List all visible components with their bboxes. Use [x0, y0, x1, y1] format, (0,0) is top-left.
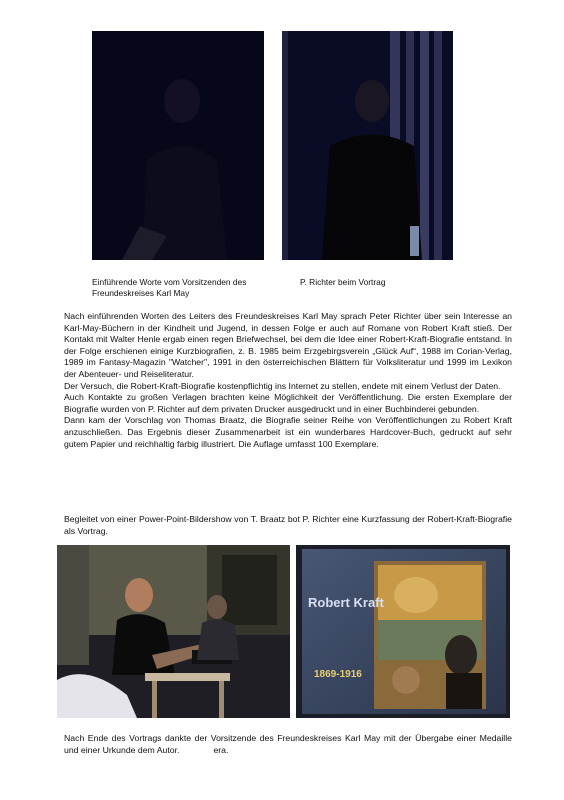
slide-title: Robert Kraft — [308, 595, 384, 610]
closing-text: Nach Ende des Vortrags dankte der Vorsitzende des Freundeskreises Karl May mit der Übergabe einer Medaille und einer Urkunde dem Autor. — [64, 733, 512, 755]
paragraph: Nach einführenden Worten des Leiters des Freundeskreises Karl May sprach Peter Richter über sein Interesse an Karl-May-Büchern in der Kindheit und Jugend, in dessen Folge er auch auf Romane von Robert Kraft stieß. Der Kontakt mit Walter Henle ergab einen regen Briefwechsel, bei dem die Idee einer Robert-Kraft-Biografie entstand. In der Folge erschienen einige Kurzbiografien, z. B. 1985 beim Erzgebirgsverein „Glück Auf“, 1988 im Corian-Verlag, 1989 im Fantasy-Magazin "Watcher", 1991 in den österreichischen Blättern für Volksliteratur und 1999 im Lexikon der Abenteuer- und Reiseliteratur. — [64, 311, 512, 379]
photo-chairman-speaking — [92, 31, 264, 260]
paragraph: Dann kam der Vorschlag von Thomas Braatz, die Biografie seiner Reihe von Veröffentlichungen zu Robert Kraft anzuschließen. Das Ergebnis dieser Zusammenarbeit ist ein wunderbares Hardcover-Buch, gedruckt auf sehr gutem Papier und reichhaltig farbig illustriert. Die Auflage umfasst 100 Exemplare. — [64, 415, 512, 449]
main-text-block — [64, 311, 512, 450]
paragraph: Auch Kontakte zu großen Verlagen brachten keine Möglichkeit der Veröffentlichung. Die ersten Exemplare der Biografie wurden von P. Richter auf dem privaten Drucker ausgedruckt und in einer Buchbinderei gebunden. — [64, 392, 512, 414]
paragraph: Der Versuch, die Robert-Kraft-Biografie kostenpflichtig ins Internet zu stellen, endete mit einem Verlust der Daten. — [64, 380, 501, 391]
slideshow-paragraph: Begleitet von einer Power-Point-Bildershow von T. Braatz bot P. Richter eine Kurzfassung der Robert-Kraft-Biografie als Vortrag. — [64, 514, 512, 536]
photo-projected-slide — [296, 545, 510, 718]
signature: era. — [213, 744, 229, 755]
caption-right: P. Richter beim Vortrag — [300, 277, 386, 287]
caption-left: Einführende Worte vom Vorsitzenden des Freundeskreises Karl May — [92, 277, 247, 298]
closing-paragraph — [64, 733, 512, 756]
slide-years: 1869-1916 — [314, 669, 362, 680]
photo-laptop-presentation — [57, 545, 290, 718]
photo-richter-lecture — [282, 31, 453, 260]
